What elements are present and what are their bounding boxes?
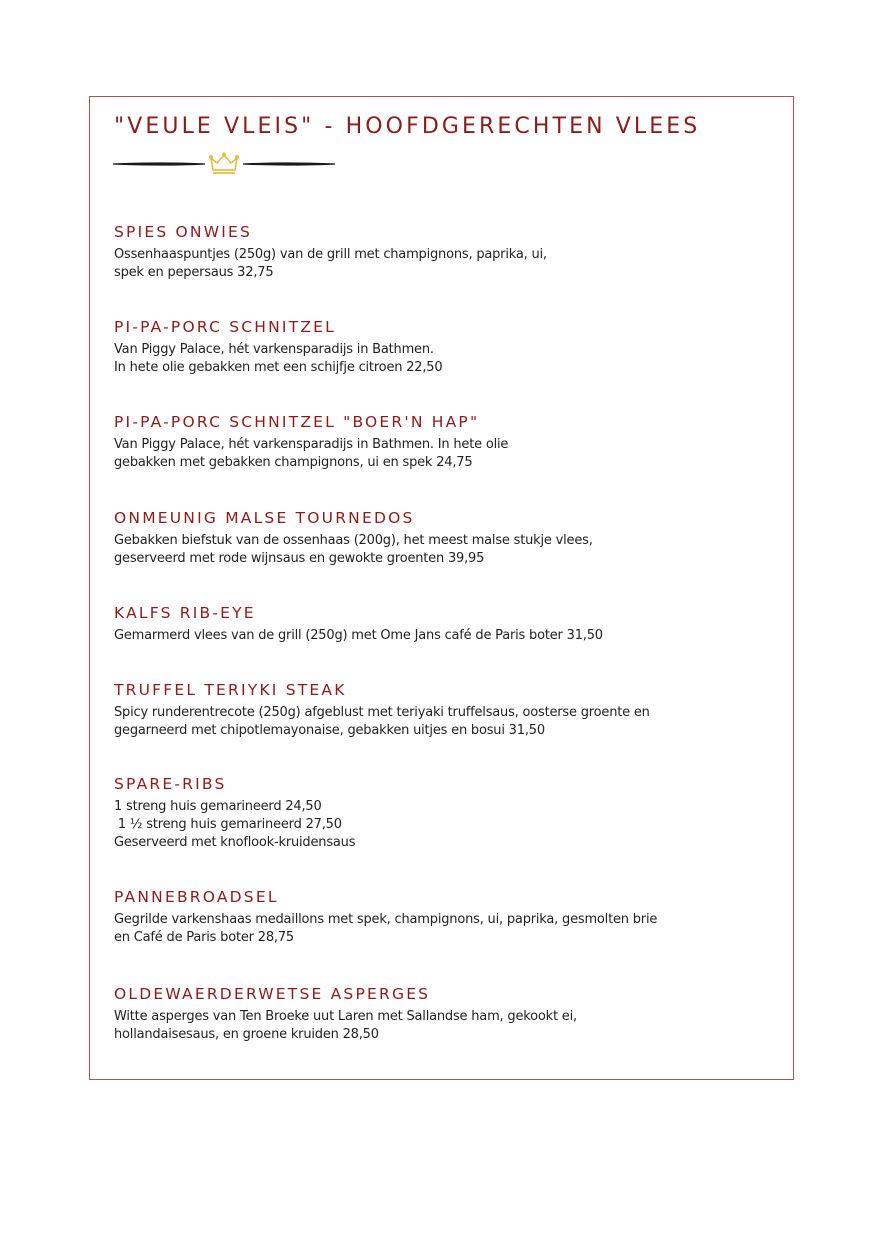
menu-item <box>114 603 784 645</box>
description-line: 1 streng huis gemarineerd 24,50 <box>114 799 322 814</box>
description-line: Ossenhaaspuntjes (250g) van de grill met champignons, paprika, ui, <box>114 247 547 262</box>
description-line: gegarneerd met chipotlemayonaise, gebakken uitjes en bosui 31,50 <box>114 723 545 738</box>
page-title: "VEULE VLEIS" - HOOFDGERECHTEN VLEES <box>114 114 701 139</box>
description-line: Van Piggy Palace, hét varkensparadijs in Bathmen. In hete olie <box>114 437 509 452</box>
menu-item-name: PI-PA-PORC SCHNITZEL <box>114 318 337 336</box>
menu-item <box>114 887 784 947</box>
description-line: hollandaisesaus, en groene kruiden 28,50 <box>114 1027 379 1042</box>
title-divider <box>113 152 335 176</box>
menu-item-description <box>114 704 784 740</box>
description-line: Gemarmerd vlees van de grill (250g) met Ome Jans café de Paris boter 31,50 <box>114 628 603 643</box>
menu-item-description <box>114 436 784 472</box>
description-line: gebakken met gebakken champignons, ui en spek 24,75 <box>114 455 473 470</box>
menu-item <box>114 222 784 282</box>
menu-item-description <box>114 246 784 282</box>
description-line: Gebakken biefstuk van de ossenhaas (200g), het meest malse stukje vlees, <box>114 533 593 548</box>
description-line: In hete olie gebakken met een schijfje citroen 22,50 <box>114 360 443 375</box>
menu-item-name: KALFS RIB-EYE <box>114 604 256 622</box>
description-line: Spicy runderentrecote (250g) afgeblust met teriyaki truffelsaus, oosterse groente en <box>114 705 650 720</box>
menu-item-name: OLDEWAERDERWETSE ASPERGES <box>114 985 431 1003</box>
menu-item-description <box>114 341 784 377</box>
menu-item <box>114 508 784 568</box>
menu-item-description <box>114 1008 784 1044</box>
menu-item <box>114 412 784 472</box>
description-line: Van Piggy Palace, hét varkensparadijs in Bathmen. <box>114 342 434 357</box>
description-line: spek en pepersaus 32,75 <box>114 265 274 280</box>
divider-line-right <box>243 163 335 165</box>
menu-item-description <box>114 627 784 645</box>
menu-item-name: ONMEUNIG MALSE TOURNEDOS <box>114 509 415 527</box>
menu-item-description <box>114 532 784 568</box>
menu-item-name: SPARE-RIBS <box>114 775 227 793</box>
menu-item-name: TRUFFEL TERIYKI STEAK <box>114 681 347 699</box>
description-line: en Café de Paris boter 28,75 <box>114 930 294 945</box>
menu-item-name: SPIES ONWIES <box>114 223 253 241</box>
menu-item-description <box>114 911 784 947</box>
menu-item-description <box>114 798 784 852</box>
description-line: geserveerd met rode wijnsaus en gewokte groenten 39,95 <box>114 551 485 566</box>
description-line: 1 ½ streng huis gemarineerd 27,50 <box>114 817 342 832</box>
menu-item-name: PANNEBROADSEL <box>114 888 279 906</box>
divider-line-left <box>113 163 205 165</box>
description-line: Geserveerd met knoflook-kruidensaus <box>114 835 356 850</box>
menu-item-name: PI-PA-PORC SCHNITZEL "BOER'N HAP" <box>114 413 480 431</box>
menu-item <box>114 680 784 740</box>
description-line: Witte asperges van Ten Broeke uut Laren met Sallandse ham, gekookt ei, <box>114 1009 577 1024</box>
menu-item <box>114 317 784 377</box>
crown-icon <box>210 153 238 173</box>
menu-item <box>114 774 784 852</box>
description-line: Gegrilde varkenshaas medaillons met spek, champignons, ui, paprika, gesmolten brie <box>114 912 658 927</box>
menu-item <box>114 984 784 1044</box>
